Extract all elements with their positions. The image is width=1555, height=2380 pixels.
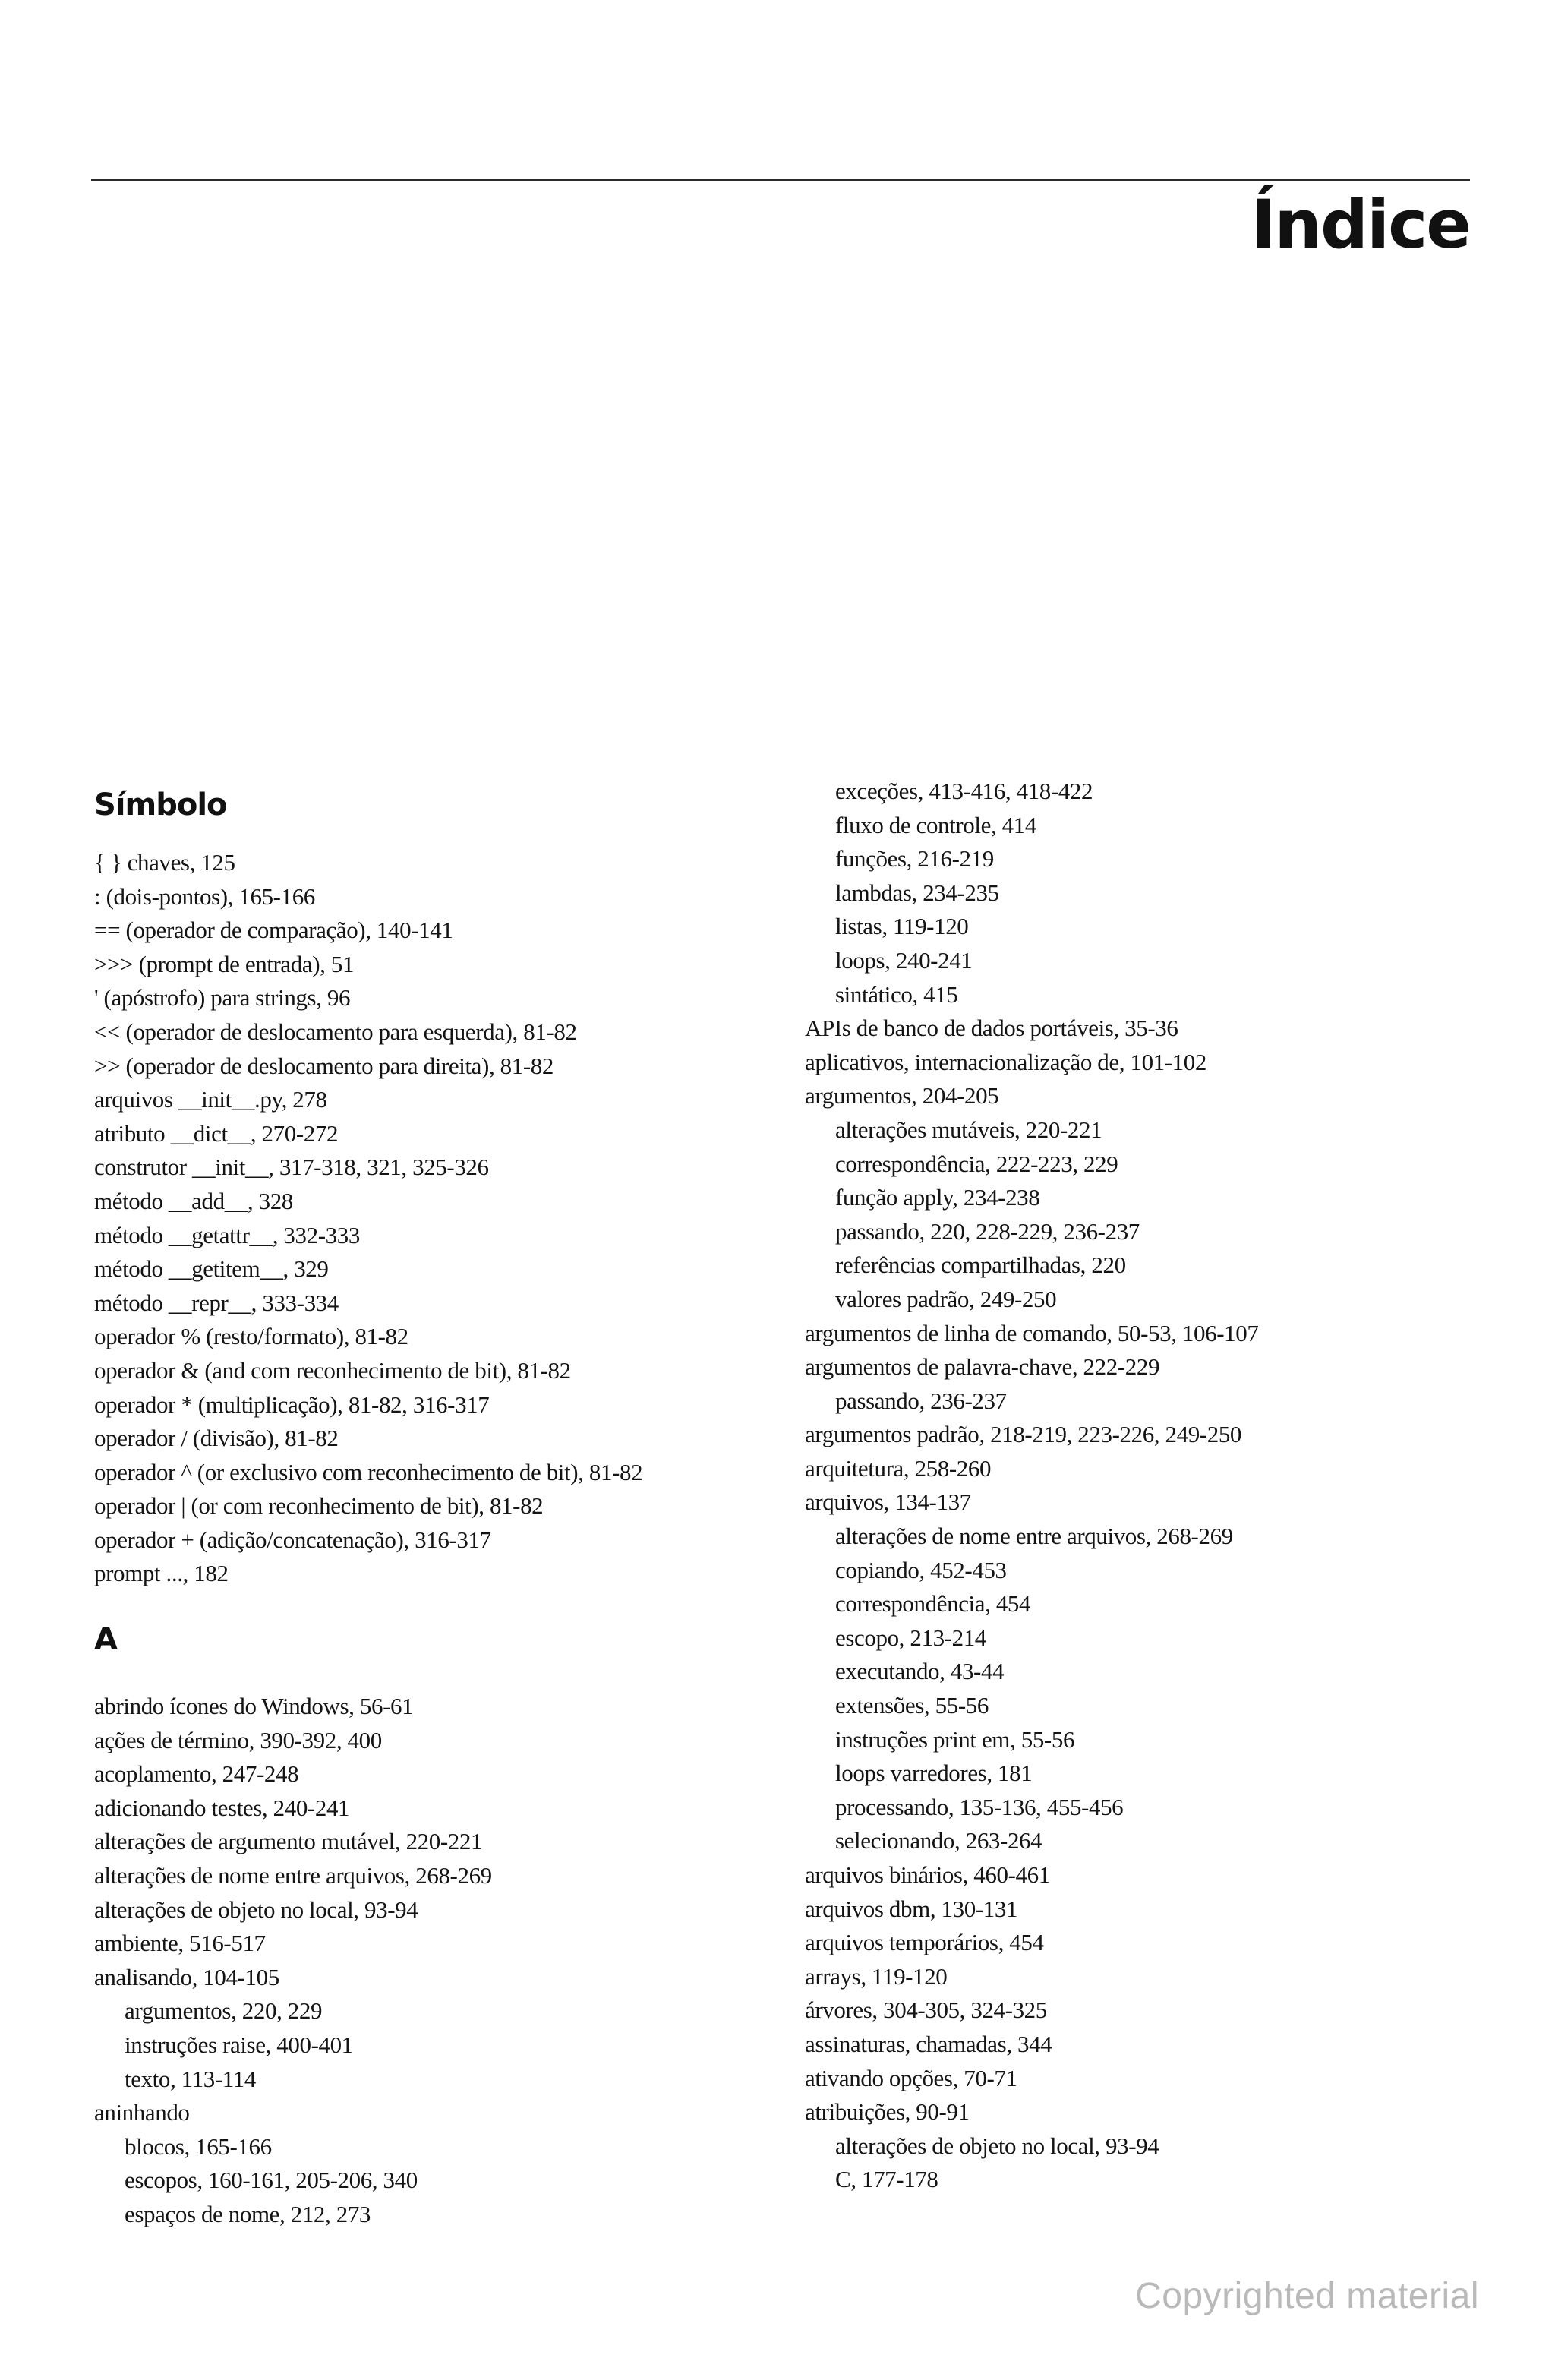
right-entry-list (805, 775, 1473, 2197)
page-title: Índice (1251, 185, 1470, 264)
index-entry: arquivos binários, 460-461 (805, 1861, 1050, 1888)
index-entry: atributo __dict__, 270-272 (94, 1119, 339, 1147)
index-entry: { } chaves, 125 (94, 849, 235, 876)
index-entry: << (operador de deslocamento para esquerda), 81-82 (94, 1018, 577, 1045)
index-subentry: função apply, 234-238 (835, 1184, 1040, 1211)
section-heading-a: A (94, 1622, 117, 1658)
index-entry: árvores, 304-305, 324-325 (805, 1996, 1047, 2024)
index-entry: abrindo ícones do Windows, 56-61 (94, 1693, 414, 1720)
index-entry: operador + (adição/concatenação), 316-317 (94, 1526, 491, 1553)
index-subentry: fluxo de controle, 414 (835, 811, 1036, 838)
index-entry: alterações de objeto no local, 93-94 (94, 1895, 418, 1923)
index-entry: APIs de banco de dados portáveis, 35-36 (805, 1015, 1178, 1042)
index-entry: operador % (resto/formato), 81-82 (94, 1323, 408, 1350)
index-subentry: lambdas, 234-235 (835, 879, 999, 906)
index-subentry: exceções, 413-416, 418-422 (835, 778, 1093, 804)
index-subentry: alterações mutáveis, 220-221 (835, 1116, 1102, 1143)
index-subentry: instruções print em, 55-56 (835, 1725, 1075, 1753)
index-entry: arquivos, 134-137 (805, 1488, 971, 1516)
index-entry: prompt ..., 182 (94, 1560, 229, 1587)
index-subentry: alterações de nome entre arquivos, 268-269 (835, 1523, 1233, 1550)
index-entry: argumentos de linha de comando, 50-53, 106-107 (805, 1319, 1259, 1346)
index-subentry: escopos, 160-161, 205-206, 340 (125, 2167, 418, 2194)
index-subentry: processando, 135-136, 455-456 (835, 1793, 1124, 1820)
index-subentry: espaços de nome, 212, 273 (125, 2200, 371, 2227)
header-rule (91, 179, 1470, 181)
index-entry: >>> (prompt de entrada), 51 (94, 950, 355, 977)
left-column (94, 775, 762, 2232)
simbolo-entry-list (94, 846, 762, 1591)
index-entry: ações de término, 390-392, 400 (94, 1726, 382, 1753)
index-subentry: selecionando, 263-264 (835, 1827, 1042, 1854)
index-subentry: loops varredores, 181 (835, 1760, 1033, 1787)
index-entry: ' (apóstrofo) para strings, 96 (94, 984, 351, 1012)
right-column (805, 775, 1473, 2197)
index-entry: argumentos, 204-205 (805, 1082, 999, 1110)
index-entry: argumentos de palavra-chave, 222-229 (805, 1353, 1160, 1381)
index-entry: arquivos temporários, 454 (805, 1929, 1044, 1956)
index-entry: operador & (and com reconhecimento de bit), 81-82 (94, 1356, 571, 1384)
index-entry: arquivos dbm, 130-131 (805, 1895, 1018, 1922)
index-entry: acoplamento, 247-248 (94, 1760, 299, 1788)
index-subentry: sintático, 415 (835, 980, 958, 1008)
index-entry: assinaturas, chamadas, 344 (805, 2030, 1052, 2057)
index-subentry: passando, 236-237 (835, 1387, 1007, 1414)
index-entry: == (operador de comparação), 140-141 (94, 917, 453, 944)
index-subentry: referências compartilhadas, 220 (835, 1252, 1126, 1279)
index-subentry: executando, 43-44 (835, 1658, 1005, 1685)
index-entry: arquitetura, 258-260 (805, 1454, 992, 1482)
index-entry: atribuições, 90-91 (805, 2098, 970, 2126)
copyright-watermark: Copyrighted material (1135, 2276, 1479, 2316)
index-subentry: extensões, 55-56 (835, 1692, 989, 1719)
index-entry: : (dois-pontos), 165-166 (94, 882, 315, 910)
index-entry: aplicativos, internacionalização de, 101-102 (805, 1048, 1206, 1075)
index-subentry: copiando, 452-453 (835, 1556, 1007, 1583)
index-subentry: instruções raise, 400-401 (125, 2031, 353, 2058)
index-entry: alterações de argumento mutável, 220-221 (94, 1828, 483, 1855)
index-subentry: listas, 119-120 (835, 913, 969, 940)
index-entry: operador ^ (or exclusivo com reconhecimento de bit), 81-82 (94, 1458, 643, 1485)
index-entry: arquivos __init__.py, 278 (94, 1086, 327, 1113)
index-subentry: funções, 216-219 (835, 845, 994, 873)
index-entry: operador * (multiplicação), 81-82, 316-317 (94, 1390, 490, 1418)
index-entry: aninhando (94, 2099, 190, 2126)
index-entry: ambiente, 516-517 (94, 1930, 266, 1957)
index-subentry: texto, 113-114 (125, 2065, 256, 2092)
index-entry: arrays, 119-120 (805, 1962, 948, 1990)
index-subentry: loops, 240-241 (835, 946, 973, 974)
index-subentry: correspondência, 222-223, 229 (835, 1150, 1118, 1177)
index-entry: >> (operador de deslocamento para direita), 81-82 (94, 1052, 554, 1079)
index-entry: operador | (or com reconhecimento de bit), 81-82 (94, 1492, 544, 1520)
index-entry: método __getattr__, 332-333 (94, 1221, 360, 1248)
index-entry: ativando opções, 70-71 (805, 2064, 1017, 2091)
section-heading-simbolo: Símbolo (94, 788, 227, 822)
index-subentry: blocos, 165-166 (125, 2132, 272, 2160)
index-entry: método __getitem__, 329 (94, 1255, 329, 1283)
index-subentry: alterações de objeto no local, 93-94 (835, 2132, 1159, 2159)
index-entry: analisando, 104-105 (94, 1963, 279, 1990)
index-subentry: argumentos, 220, 229 (125, 1997, 323, 2025)
index-entry: alterações de nome entre arquivos, 268-269 (94, 1862, 492, 1889)
index-entry: argumentos padrão, 218-219, 223-226, 249-250 (805, 1421, 1242, 1448)
index-subentry: C, 177-178 (835, 2166, 938, 2193)
index-entry: método __add__, 328 (94, 1187, 293, 1214)
index-subentry: correspondência, 454 (835, 1590, 1031, 1618)
index-subentry: escopo, 213-214 (835, 1624, 986, 1651)
a-entry-list (94, 1690, 762, 2232)
index-entry: método __repr__, 333-334 (94, 1289, 339, 1316)
index-subentry: passando, 220, 228-229, 236-237 (835, 1217, 1140, 1245)
index-entry: adicionando testes, 240-241 (94, 1794, 350, 1821)
index-entry: operador / (divisão), 81-82 (94, 1425, 339, 1452)
index-subentry: valores padrão, 249-250 (835, 1285, 1057, 1312)
index-entry: construtor __init__, 317-318, 321, 325-326 (94, 1154, 489, 1181)
